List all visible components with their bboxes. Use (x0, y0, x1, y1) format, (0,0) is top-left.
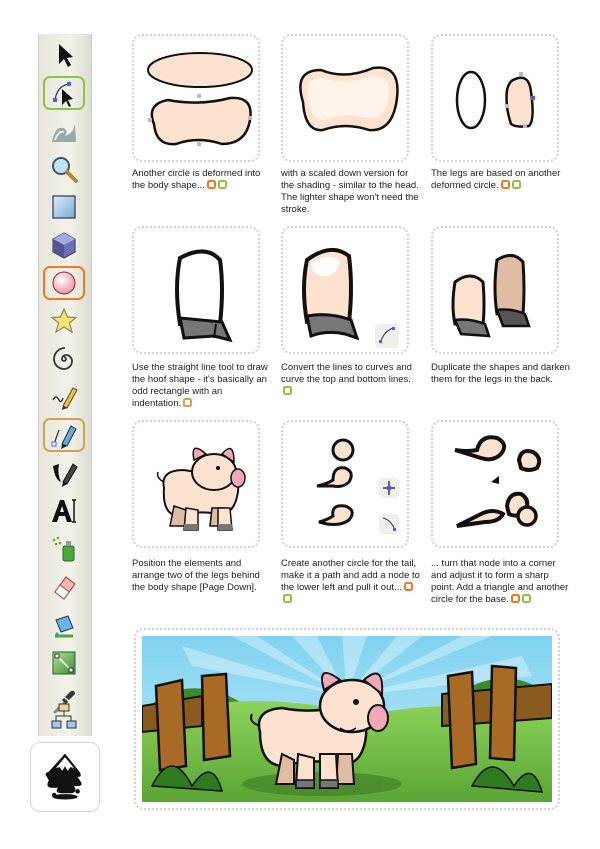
step-4-panel (132, 226, 260, 354)
node-tool-icon[interactable] (43, 76, 85, 110)
step-1-panel (132, 34, 260, 162)
node-tool-badge-icon (283, 386, 292, 395)
spiral-tool-icon[interactable] (43, 342, 85, 376)
step-1-caption: Another circle is deformed into the body shape... (132, 168, 261, 191)
step-5-panel (281, 226, 409, 354)
zoom-tool-icon[interactable] (43, 152, 85, 186)
step-2-panel (281, 34, 409, 162)
3d-box-tool-icon[interactable] (43, 228, 85, 262)
step-4-caption: Use the straight line tool to draw the hoof shape - it's basically an odd rectangle with an indentation. (132, 362, 268, 409)
node-tool-badge-icon (512, 180, 521, 189)
pencil-tool-icon[interactable] (43, 380, 85, 414)
rectangle-tool-icon[interactable] (43, 190, 85, 224)
step-8-panel (281, 420, 409, 548)
ellipse-tool-badge-icon (404, 582, 413, 591)
spray-tool-icon[interactable] (43, 532, 85, 566)
step-9-panel (431, 420, 559, 548)
final-scene-panel (134, 628, 560, 810)
step-7-caption: Position the elements and arrange two of the legs behind the body shape [Page Down]. (132, 558, 260, 593)
tool-palette (38, 34, 92, 736)
ellipse-tool-badge-icon (501, 180, 510, 189)
gradient-tool-icon[interactable] (43, 646, 85, 680)
pen-tool-badge-icon (183, 398, 192, 407)
ellipse-tool-badge-icon (207, 180, 216, 189)
final-pig-scene (142, 636, 552, 802)
star-tool-icon[interactable] (43, 304, 85, 338)
tweak-tool-icon[interactable] (43, 114, 85, 148)
step-9-caption: ... turn that node into a corner and adjust it to form a sharp point. Add a triangle and another circle for the base. (431, 558, 569, 605)
inkscape-logo-icon (30, 742, 100, 812)
ellipse-tool-icon[interactable] (43, 266, 85, 300)
node-tool-badge-icon (218, 180, 227, 189)
pen-tool-icon[interactable] (43, 418, 85, 452)
text-tool-icon[interactable] (43, 494, 85, 528)
step-3-caption: The legs are based on another deformed circle. (431, 168, 561, 191)
node-tool-badge-icon (522, 594, 531, 603)
step-2-caption: with a scaled down version for the shading - similar to the head. The lighter shape won't need the stroke. (281, 168, 419, 215)
connector-tool-icon[interactable] (43, 698, 85, 734)
calligraphy-tool-icon[interactable] (43, 456, 85, 490)
paint-bucket-tool-icon[interactable] (43, 608, 85, 642)
step-6-caption: Duplicate the shapes and darken them for the legs in the back. (431, 362, 570, 385)
node-tool-badge-icon (283, 594, 292, 603)
eraser-tool-icon[interactable] (43, 570, 85, 604)
step-5-caption: Convert the lines to curves and curve the top and bottom lines. (281, 362, 421, 398)
step-3-panel (431, 34, 559, 162)
step-8-caption: Create another circle for the tail, make it a path and add a node to the lower left and pull it out... (281, 558, 421, 606)
step-7-panel (132, 420, 260, 548)
selector-tool-icon[interactable] (43, 38, 85, 72)
step-6-panel (431, 226, 559, 354)
ellipse-tool-badge-icon (511, 594, 520, 603)
